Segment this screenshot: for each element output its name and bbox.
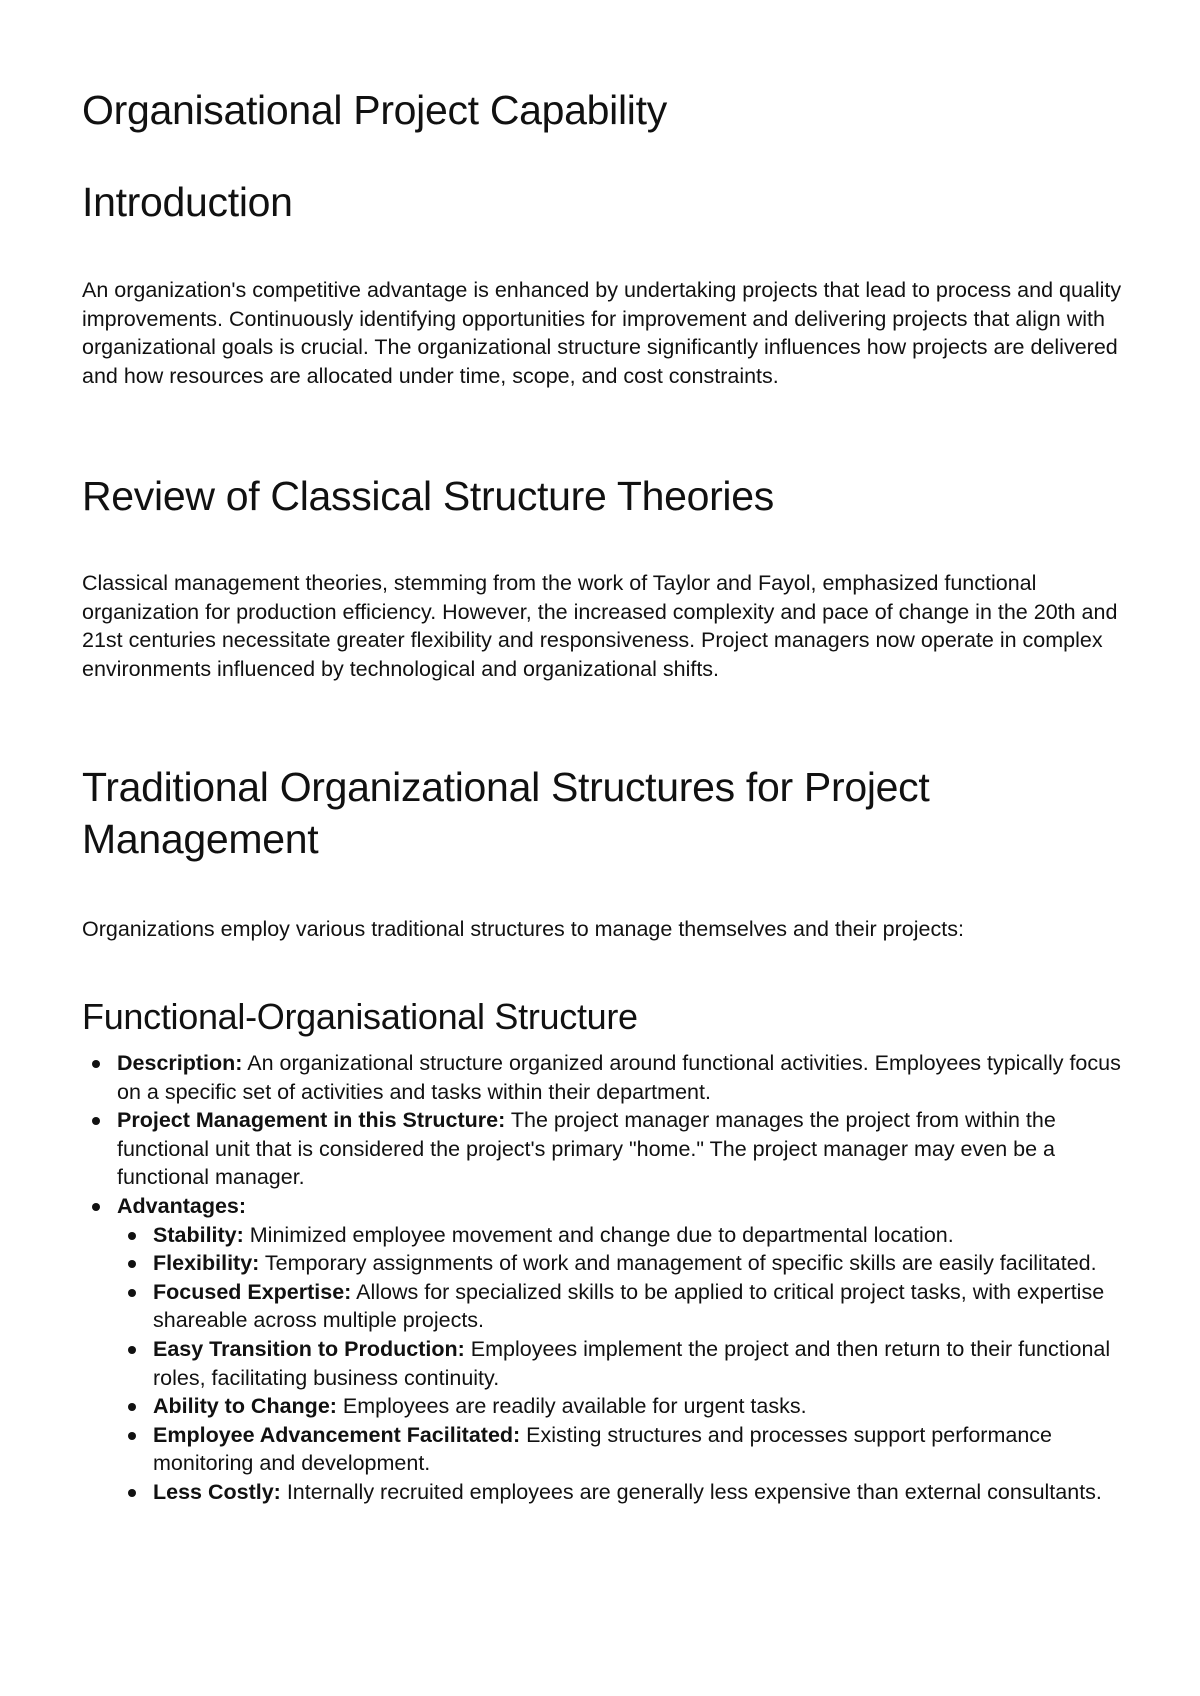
advantage-label: Flexibility: [153,1251,260,1276]
advantage-text: Temporary assignments of work and management of specific skills are easily facilitated. [259,1251,1097,1276]
functional-structure-list [82,1049,1132,1507]
advantage-text: Employees are readily available for urgent tasks. [336,1394,807,1419]
advantages-list [117,1221,1132,1507]
advantage-text: Internally recruited employees are generally less expensive than external consultants. [280,1479,1102,1504]
introduction-heading: Introduction [82,179,293,225]
advantage-item [117,1221,1132,1250]
list-item-advantages [82,1192,1132,1507]
review-paragraph: Classical management theories, stemming from the work of Taylor and Fayol, emphasized functional organization for production efficiency. However, the increased complexity and pace of change in the 20th and 21st centuries necessitate greater flexibility and responsiveness. Project managers now operate in complex environments influenced by technological and organizational shifts. [82,571,1118,681]
advantages-label: Advantages: [117,1193,247,1218]
advantage-item [117,1278,1132,1335]
bullet-icon [92,1060,100,1068]
review-heading: Review of Classical Structure Theories [82,473,774,519]
item-text: An organizational structure organized around functional activities. Employees typically focus on a specific set of activities and tasks within their department. [117,1051,1121,1104]
advantage-text: Allows for specialized skills to be applied to critical project tasks, with expertise shareable across multiple projects. [153,1279,1105,1333]
bullet-icon [128,1489,136,1497]
advantage-item [117,1249,1132,1278]
item-label: Description: [117,1051,243,1075]
advantage-label: Less Costly: [153,1479,281,1504]
advantage-label: Employee Advancement Facilitated: [153,1422,521,1447]
list-item-project-management [82,1106,1132,1192]
advantage-item [117,1335,1132,1392]
functional-heading: Functional-Organisational Structure [82,996,638,1037]
advantage-label: Stability: [153,1222,244,1247]
advantage-text: Existing structures and processes support performance monitoring and development. [153,1422,1052,1476]
document-title: Organisational Project Capability [82,87,667,133]
bullet-icon [128,1232,136,1240]
bullet-icon [128,1260,136,1268]
bullet-icon [128,1289,136,1297]
advantage-label: Focused Expertise: [153,1279,352,1304]
bullet-icon [128,1403,136,1411]
advantage-text: Employees implement the project and then return to their functional roles, facilitating business continuity. [153,1336,1111,1390]
advantage-item [117,1421,1132,1478]
item-label: Project Management in this Structure: [117,1108,506,1133]
bullet-icon [128,1432,136,1440]
bullet-icon [92,1117,100,1125]
item-text: The project manager manages the project from within the functional unit that is considered the project's primary "home." The project manager may even be a functional manager. [117,1108,1056,1190]
advantage-label: Ability to Change: [153,1394,337,1419]
introduction-paragraph: An organization's competitive advantage is enhanced by undertaking projects that lead to process and quality improvements. Continuously identifying opportunities for improvement and delivering projects that align with organizational goals is crucial. The organizational structure significantly influences how projects are delivered and how resources are allocated under time, scope, and cost constraints. [82,278,1122,388]
traditional-heading: Traditional Organizational Structures for Project Management [82,764,930,862]
traditional-paragraph: Organizations employ various traditional structures to manage themselves and their projects: [82,917,964,941]
advantage-text: Minimized employee movement and change due to departmental location. [243,1222,954,1247]
advantage-item [117,1478,1132,1507]
advantage-label: Easy Transition to Production: [153,1336,465,1361]
bullet-icon [92,1203,100,1211]
bullet-icon [128,1346,136,1354]
advantage-item [117,1392,1132,1421]
list-item-description [82,1049,1132,1106]
